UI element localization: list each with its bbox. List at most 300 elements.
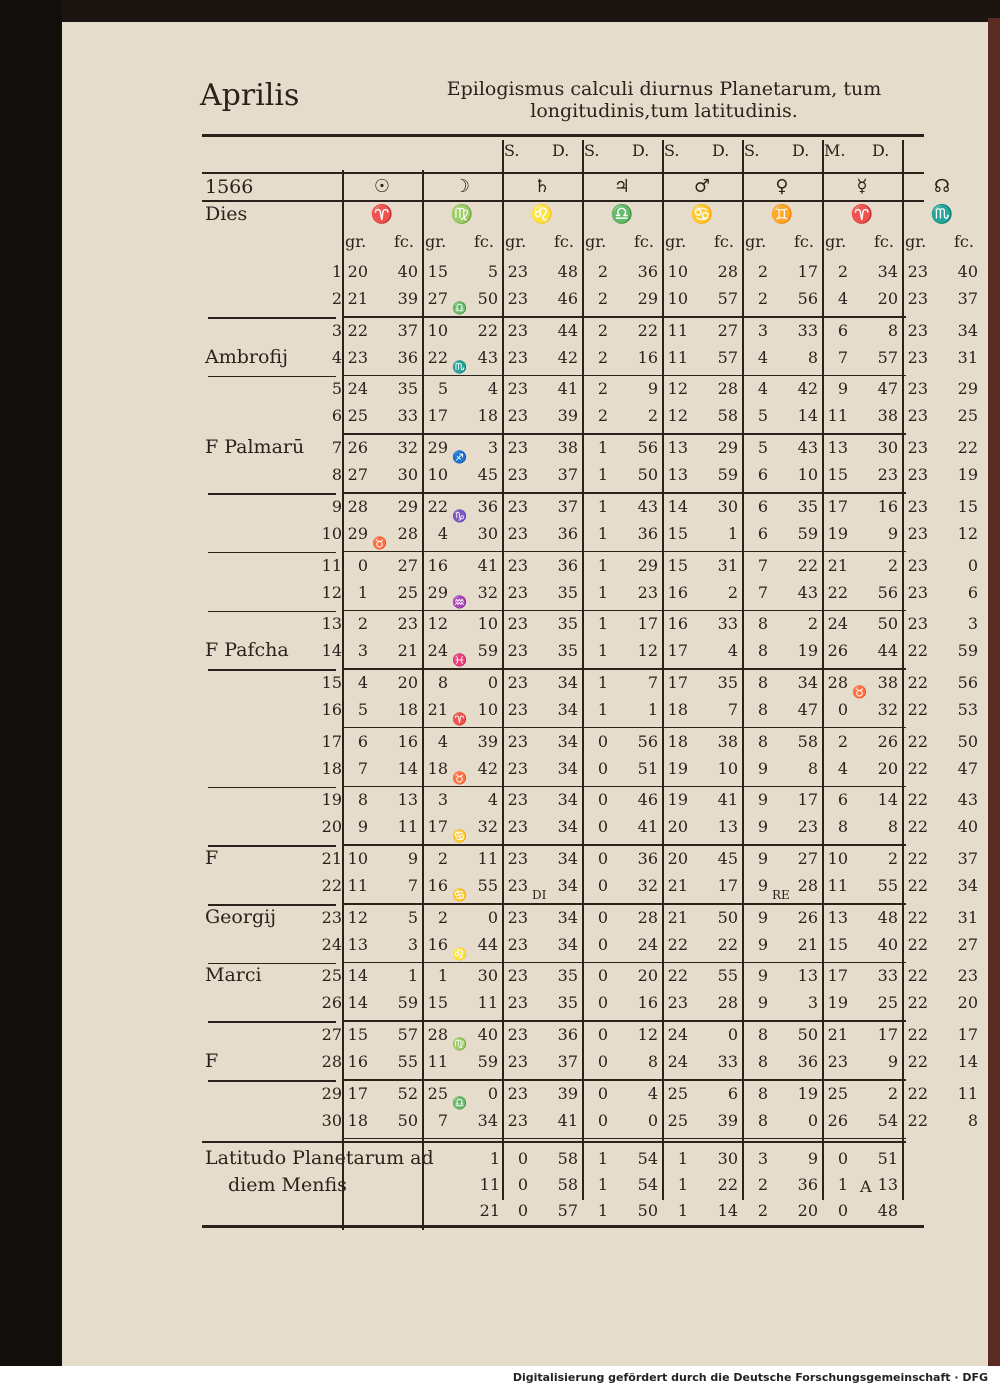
ingress-mark: ♉ <box>452 770 467 785</box>
minute-value: 34 <box>557 672 578 692</box>
minute-value: 17 <box>797 790 818 810</box>
degree-value: 2 <box>357 614 368 634</box>
latitude-day: 1 <box>489 1148 500 1168</box>
minute-value: 0 <box>487 672 498 692</box>
top-label-d: D. <box>872 141 890 160</box>
degree-value: 2 <box>597 289 608 308</box>
signature-mark: A <box>860 1176 872 1196</box>
degree-value: 26 <box>827 641 848 661</box>
minute-value: 28 <box>637 907 658 927</box>
minute-value: 8 <box>967 1110 978 1130</box>
minute-value: 57 <box>717 347 738 367</box>
minute-value: 36 <box>557 523 578 543</box>
degree-value: 22 <box>907 817 928 837</box>
minute-value: 4 <box>487 379 498 399</box>
left-rule <box>208 963 336 965</box>
day-number: 26 <box>321 993 342 1013</box>
degree-value: 22 <box>427 347 448 367</box>
minute-value: 20 <box>877 289 898 308</box>
sc-label: fc. <box>474 232 494 251</box>
degree-value: 0 <box>597 934 608 954</box>
minute-value: 23 <box>957 966 978 986</box>
day-number: 9 <box>331 496 342 516</box>
latitude-label-2: diem Menfis <box>228 1173 347 1196</box>
minute-value: 40 <box>957 817 978 837</box>
degree-value: 0 <box>597 731 608 751</box>
degree-value: 11 <box>347 876 368 895</box>
latitude-minute: 51 <box>877 1148 898 1168</box>
minute-value: 25 <box>957 406 978 426</box>
degree-value: 20 <box>347 262 368 281</box>
degree-value: 24 <box>347 379 368 399</box>
gr-label: gr. <box>825 232 847 251</box>
minute-value: 56 <box>637 438 658 458</box>
degree-value: 1 <box>597 672 608 692</box>
minute-value: 30 <box>877 438 898 458</box>
latitude-degree: 3 <box>757 1148 768 1168</box>
minute-value: 23 <box>797 817 818 837</box>
degree-value: 8 <box>757 1052 768 1072</box>
minute-value: 4 <box>727 641 738 661</box>
degree-value: 28 <box>347 496 368 516</box>
year-label: 1566 <box>205 176 254 198</box>
minute-value: 34 <box>957 320 978 340</box>
degree-value: 0 <box>837 699 848 719</box>
minute-value: 43 <box>637 496 658 516</box>
degree-value: 6 <box>357 731 368 751</box>
degree-value: 22 <box>427 496 448 516</box>
minute-value: 5 <box>487 262 498 281</box>
degree-value: 6 <box>837 790 848 810</box>
minute-value: 40 <box>877 934 898 954</box>
minute-value: 24 <box>637 934 658 954</box>
degree-value: 23 <box>507 934 528 954</box>
degree-value: 8 <box>757 699 768 719</box>
minute-value: 36 <box>477 496 498 516</box>
degree-value: 13 <box>827 438 848 458</box>
minute-value: 32 <box>477 582 498 602</box>
planet-symbol: ☉ <box>373 176 391 197</box>
minute-value: 36 <box>557 1025 578 1045</box>
degree-value: 0 <box>597 758 608 778</box>
degree-value: 21 <box>827 555 848 575</box>
minute-value: 54 <box>877 1110 898 1130</box>
latitude-minute: 54 <box>637 1174 658 1194</box>
row-group-rule <box>342 433 906 435</box>
page-title: Aprilis <box>200 78 300 113</box>
degree-value: 10 <box>427 320 448 340</box>
dark-background <box>0 0 62 1391</box>
degree-value: 0 <box>597 790 608 810</box>
minute-value: 22 <box>717 934 738 954</box>
degree-value: 2 <box>597 347 608 367</box>
minute-value: 20 <box>957 993 978 1013</box>
left-rule <box>208 1021 336 1023</box>
minute-value: 25 <box>877 993 898 1013</box>
minute-value: 30 <box>477 523 498 543</box>
day-number: 4 <box>331 347 342 367</box>
minute-value: 16 <box>397 731 418 751</box>
row-group-rule <box>342 1020 906 1022</box>
minute-value: 38 <box>557 438 578 458</box>
minute-value: 0 <box>807 1110 818 1130</box>
day-number: 30 <box>321 1110 342 1130</box>
minute-value: 13 <box>717 817 738 837</box>
degree-value: 25 <box>667 1083 688 1103</box>
minute-value: 17 <box>957 1025 978 1045</box>
degree-value: 7 <box>357 758 368 778</box>
minute-value: 36 <box>557 555 578 575</box>
minute-value: 39 <box>477 731 498 751</box>
minute-value: 23 <box>397 614 418 634</box>
degree-value: 8 <box>757 614 768 634</box>
left-rule <box>208 552 336 554</box>
minute-value: 38 <box>717 731 738 751</box>
degree-value: 23 <box>907 496 928 516</box>
ingress-mark: ♓ <box>452 653 467 668</box>
degree-value: 23 <box>347 347 368 367</box>
minute-value: 40 <box>477 1025 498 1045</box>
ingress-mark: ♎ <box>452 1095 467 1110</box>
degree-value: 23 <box>907 289 928 308</box>
degree-value: 23 <box>907 614 928 634</box>
minute-value: 37 <box>957 849 978 868</box>
degree-value: 23 <box>907 379 928 399</box>
degree-value: 17 <box>667 672 688 692</box>
latitude-degree: 0 <box>517 1200 528 1220</box>
minute-value: 17 <box>877 1025 898 1045</box>
minute-value: 6 <box>967 582 978 602</box>
degree-value: 14 <box>347 993 368 1013</box>
minute-value: 27 <box>957 934 978 954</box>
day-number: 7 <box>331 438 342 458</box>
minute-value: 11 <box>397 817 418 837</box>
row-group-rule <box>342 727 906 729</box>
degree-value: 12 <box>347 907 368 927</box>
degree-value: 14 <box>667 496 688 516</box>
degree-value: 9 <box>357 817 368 837</box>
degree-value: 23 <box>507 993 528 1013</box>
day-number: 10 <box>321 523 342 543</box>
degree-value: 23 <box>507 758 528 778</box>
degree-value: 0 <box>597 849 608 868</box>
minute-value: 31 <box>957 347 978 367</box>
degree-value: 18 <box>667 699 688 719</box>
degree-value: 24 <box>427 641 448 661</box>
latitude-minute: 48 <box>877 1200 898 1220</box>
latitude-degree: 1 <box>597 1174 608 1194</box>
degree-value: 12 <box>667 379 688 399</box>
minute-value: 57 <box>877 347 898 367</box>
degree-value: 5 <box>357 699 368 719</box>
degree-value: 8 <box>357 790 368 810</box>
minute-value: 35 <box>717 672 738 692</box>
minute-value: 58 <box>797 731 818 751</box>
minute-value: 35 <box>557 614 578 634</box>
ingress-mark: ♉ <box>372 535 387 550</box>
degree-value: 23 <box>507 523 528 543</box>
latitude-rule <box>202 1141 906 1143</box>
day-number: 20 <box>321 817 342 837</box>
minute-value: 43 <box>797 582 818 602</box>
minute-value: 16 <box>877 496 898 516</box>
degree-value: 27 <box>427 289 448 308</box>
minute-value: 10 <box>797 465 818 485</box>
degree-value: 9 <box>757 966 768 986</box>
gr-label: gr. <box>665 232 687 251</box>
degree-value: 9 <box>757 758 768 778</box>
latitude-degree: 1 <box>677 1148 688 1168</box>
row-group-rule <box>342 316 906 318</box>
minute-value: 4 <box>487 790 498 810</box>
minute-value: 55 <box>397 1052 418 1072</box>
minute-value: 44 <box>477 934 498 954</box>
minute-value: 50 <box>797 1025 818 1045</box>
degree-value: 4 <box>437 731 448 751</box>
degree-value: 10 <box>667 289 688 308</box>
zodiac-sign: ♋ <box>690 204 714 225</box>
degree-value: 1 <box>597 699 608 719</box>
degree-value: 23 <box>507 262 528 281</box>
degree-value: 4 <box>437 523 448 543</box>
degree-value: 15 <box>827 934 848 954</box>
minute-value: 33 <box>877 966 898 986</box>
gr-label: gr. <box>905 232 927 251</box>
left-rule <box>208 787 336 789</box>
degree-value: 2 <box>757 262 768 281</box>
row-group-rule <box>342 1079 906 1081</box>
minute-value: 10 <box>477 699 498 719</box>
degree-value: 28 <box>427 1025 448 1045</box>
latitude-degree: 2 <box>757 1200 768 1220</box>
ingress-mark: ♐ <box>452 450 467 465</box>
zodiac-sign: ♌ <box>530 204 554 225</box>
minute-value: 27 <box>797 849 818 868</box>
degree-value: 23 <box>667 993 688 1013</box>
minute-value: 34 <box>477 1110 498 1130</box>
sc-label: fc. <box>874 232 894 251</box>
latitude-degree: 0 <box>837 1148 848 1168</box>
degree-value: 29 <box>427 582 448 602</box>
degree-value: 9 <box>757 876 768 895</box>
top-label-s: S. <box>504 141 520 160</box>
degree-value: 13 <box>347 934 368 954</box>
day-number: 28 <box>321 1052 342 1072</box>
minute-value: 19 <box>957 465 978 485</box>
degree-value: 8 <box>757 1110 768 1130</box>
degree-value: 25 <box>667 1110 688 1130</box>
row-group-rule <box>342 492 906 494</box>
degree-value: 0 <box>597 1052 608 1072</box>
minute-value: 32 <box>397 438 418 458</box>
degree-value: 1 <box>597 496 608 516</box>
degree-value: 3 <box>437 790 448 810</box>
minute-value: 59 <box>717 465 738 485</box>
degree-value: 8 <box>757 1083 768 1103</box>
minute-value: 18 <box>397 699 418 719</box>
degree-value: 4 <box>757 379 768 399</box>
header-rule-sub <box>202 172 924 174</box>
row-group-rule <box>342 786 906 788</box>
degree-value: 29 <box>427 438 448 458</box>
minute-value: 26 <box>797 907 818 927</box>
degree-value: 2 <box>757 289 768 308</box>
degree-value: 1 <box>597 555 608 575</box>
minute-value: 41 <box>717 790 738 810</box>
latitude-label-1: Latitudo Planetarum ad <box>205 1146 434 1169</box>
day-number: 19 <box>321 790 342 810</box>
top-label-s: M. <box>824 141 846 160</box>
degree-value: 22 <box>907 993 928 1013</box>
degree-value: 23 <box>507 582 528 602</box>
top-label-s: S. <box>584 141 600 160</box>
degree-value: 11 <box>827 406 848 426</box>
minute-value: 39 <box>557 406 578 426</box>
degree-value: 22 <box>667 934 688 954</box>
degree-value: 23 <box>907 465 928 485</box>
degree-value: 23 <box>507 1025 528 1045</box>
degree-value: 1 <box>357 582 368 602</box>
sc-label: fc. <box>714 232 734 251</box>
minute-value: 22 <box>477 320 498 340</box>
sc-label: fc. <box>954 232 974 251</box>
minute-value: 8 <box>807 758 818 778</box>
minute-value: 7 <box>407 876 418 895</box>
degree-value: 4 <box>837 758 848 778</box>
degree-value: 17 <box>347 1083 368 1103</box>
day-number: 23 <box>321 907 342 927</box>
sc-label: fc. <box>794 232 814 251</box>
minute-value: 29 <box>717 438 738 458</box>
degree-value: 23 <box>507 614 528 634</box>
gr-label: gr. <box>345 232 367 251</box>
minute-value: 38 <box>877 406 898 426</box>
minute-value: 0 <box>487 1083 498 1103</box>
degree-value: 24 <box>667 1025 688 1045</box>
minute-value: 45 <box>477 465 498 485</box>
minute-value: 39 <box>717 1110 738 1130</box>
minute-value: 37 <box>557 465 578 485</box>
sc-label: fc. <box>394 232 414 251</box>
minute-value: 59 <box>957 641 978 661</box>
latitude-minute: 58 <box>557 1148 578 1168</box>
top-label-s: S. <box>744 141 760 160</box>
degree-value: 25 <box>347 406 368 426</box>
minute-value: 3 <box>967 614 978 634</box>
degree-value: 13 <box>667 438 688 458</box>
minute-value: 20 <box>877 758 898 778</box>
left-rule <box>208 493 336 495</box>
minute-value: 38 <box>877 672 898 692</box>
latitude-degree: 1 <box>597 1148 608 1168</box>
minute-value: 29 <box>957 379 978 399</box>
degree-value: 18 <box>347 1110 368 1130</box>
minute-value: 2 <box>727 582 738 602</box>
degree-value: 6 <box>757 496 768 516</box>
degree-value: 2 <box>837 731 848 751</box>
minute-value: 34 <box>557 849 578 868</box>
latitude-degree: 0 <box>517 1174 528 1194</box>
latitude-degree: 1 <box>837 1174 848 1194</box>
minute-value: 35 <box>557 641 578 661</box>
degree-value: 10 <box>427 465 448 485</box>
minute-value: 50 <box>637 465 658 485</box>
degree-value: 0 <box>597 993 608 1013</box>
minute-value: 34 <box>557 907 578 927</box>
degree-value: 23 <box>907 582 928 602</box>
minute-value: 2 <box>807 614 818 634</box>
minute-value: 36 <box>637 523 658 543</box>
minute-value: 8 <box>887 320 898 340</box>
degree-value: 22 <box>907 641 928 661</box>
degree-value: 23 <box>507 379 528 399</box>
minute-value: 32 <box>637 876 658 895</box>
minute-value: 41 <box>557 379 578 399</box>
minute-value: 28 <box>717 379 738 399</box>
ingress-mark: RE <box>772 888 790 902</box>
zodiac-sign: ♏ <box>930 204 954 225</box>
minute-value: 43 <box>797 438 818 458</box>
minute-value: 12 <box>957 523 978 543</box>
degree-value: 21 <box>667 876 688 895</box>
minute-value: 18 <box>477 406 498 426</box>
ingress-mark: ♋ <box>452 829 467 844</box>
left-rule <box>208 1080 336 1082</box>
minute-value: 34 <box>557 758 578 778</box>
minute-value: 29 <box>637 555 658 575</box>
minute-value: 42 <box>557 347 578 367</box>
day-number: 6 <box>331 406 342 426</box>
degree-value: 22 <box>907 1052 928 1072</box>
minute-value: 37 <box>557 1052 578 1072</box>
row-group-rule <box>342 375 906 377</box>
degree-value: 22 <box>907 849 928 868</box>
degree-value: 20 <box>667 849 688 868</box>
degree-value: 15 <box>427 993 448 1013</box>
degree-value: 22 <box>667 966 688 986</box>
degree-value: 17 <box>427 406 448 426</box>
zodiac-sign: ♎ <box>610 204 634 225</box>
degree-value: 25 <box>827 1083 848 1103</box>
minute-value: 55 <box>717 966 738 986</box>
degree-value: 23 <box>907 438 928 458</box>
minute-value: 33 <box>717 614 738 634</box>
ingress-mark: ♏ <box>452 359 467 374</box>
minute-value: 43 <box>957 790 978 810</box>
degree-value: 18 <box>427 758 448 778</box>
degree-value: 2 <box>437 907 448 927</box>
degree-value: 22 <box>347 320 368 340</box>
minute-value: 8 <box>647 1052 658 1072</box>
minute-value: 40 <box>957 262 978 281</box>
degree-value: 23 <box>507 817 528 837</box>
day-number: 27 <box>321 1025 342 1045</box>
degree-value: 7 <box>437 1110 448 1130</box>
gr-label: gr. <box>425 232 447 251</box>
degree-value: 10 <box>667 262 688 281</box>
degree-value: 0 <box>597 966 608 986</box>
minute-value: 43 <box>477 347 498 367</box>
minute-value: 45 <box>717 849 738 868</box>
minute-value: 50 <box>397 1110 418 1130</box>
minute-value: 28 <box>797 876 818 895</box>
degree-value: 23 <box>907 347 928 367</box>
feast-label: Ambrofij <box>205 345 288 368</box>
day-number: 17 <box>321 731 342 751</box>
degree-value: 24 <box>667 1052 688 1072</box>
minute-value: 35 <box>557 993 578 1013</box>
minute-value: 36 <box>397 347 418 367</box>
